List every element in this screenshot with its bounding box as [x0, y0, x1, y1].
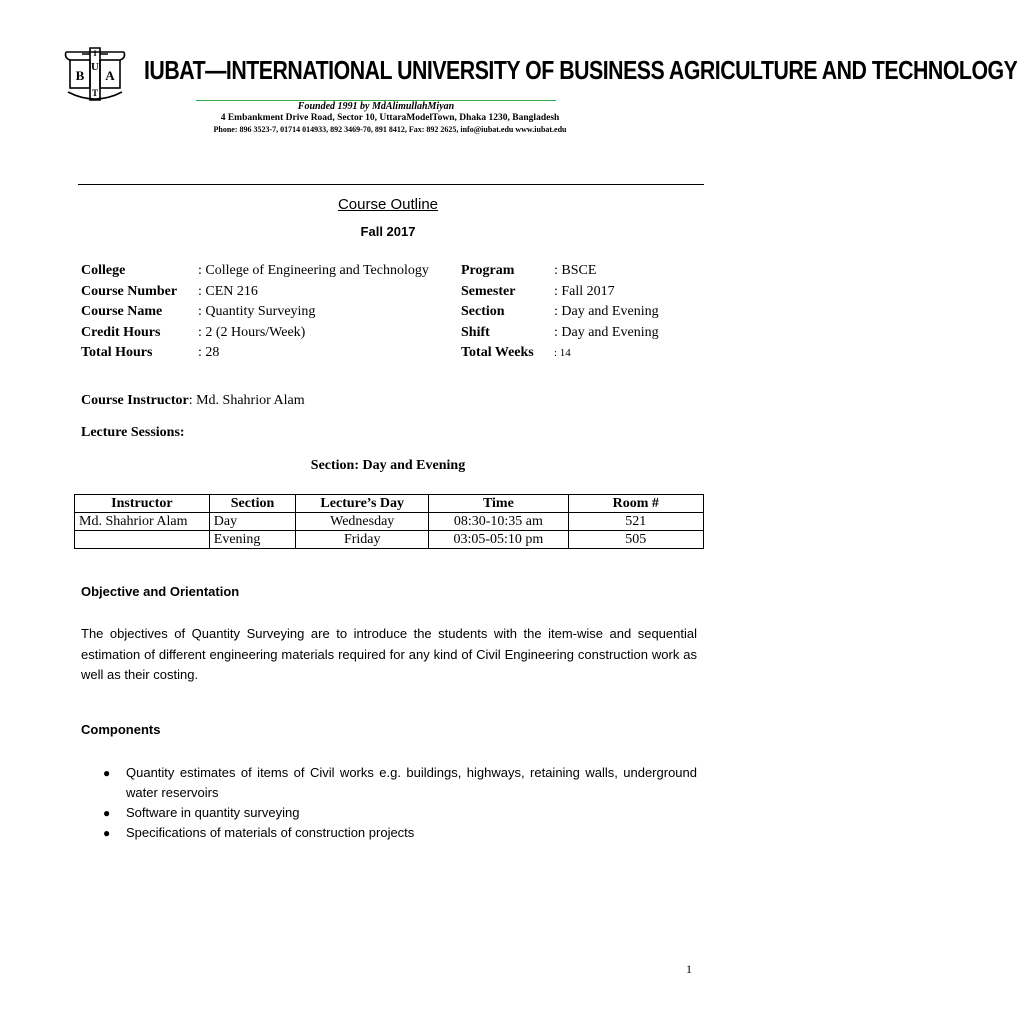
schedule-table: [74, 494, 704, 549]
document-term: Fall 2017: [360, 224, 416, 239]
address-line: 4 Embankment Drive Road, Sector 10, UttaraModelTown, Dhaka 1230, Bangladesh: [220, 113, 560, 123]
table-header-row: [75, 495, 704, 513]
value-total-hours: : 28: [198, 345, 220, 360]
header-section: Section: [209, 495, 295, 513]
header-lecture-day: Lecture’s Day: [296, 495, 429, 513]
value-total-weeks: : 14: [554, 347, 571, 359]
logo-letter-a: A: [105, 68, 115, 83]
list-item-text: Quantity estimates of items of Civil works e.g. buildings, highways, retaining walls, underground water reservoirs: [126, 765, 697, 800]
logo-letter-t: T: [91, 88, 99, 98]
value-college: : College of Engineering and Technology: [198, 263, 429, 278]
list-item-text: Software in quantity surveying: [126, 805, 300, 820]
header-room: Room #: [568, 495, 703, 513]
cell-section: Evening: [209, 531, 295, 549]
course-instructor: [81, 393, 305, 409]
components-list: [81, 763, 697, 843]
value-credit-hours: : 2 (2 Hours/Week): [198, 324, 306, 340]
logo-letter-i: I: [93, 49, 97, 58]
header-time: Time: [429, 495, 568, 513]
label-semester: Semester: [461, 283, 516, 299]
cell-room: 521: [568, 513, 703, 531]
table-row: [75, 531, 704, 549]
page-number: 1: [686, 962, 692, 976]
university-name: IUBAT—INTERNATIONAL UNIVERSITY OF BUSINESS AGRICULTURE AND TECHNOLOGY: [144, 55, 1017, 85]
label-course-number: Course Number: [81, 283, 178, 299]
value-program: : BSCE: [554, 263, 597, 278]
components-heading: Components: [81, 722, 161, 737]
list-item: [81, 803, 697, 823]
cell-time: 08:30-10:35 am: [429, 513, 568, 531]
value-section: : Day and Evening: [554, 304, 659, 319]
cell-instructor: [75, 531, 210, 549]
value-course-number: : CEN 216: [198, 283, 258, 299]
label-program: Program: [461, 263, 515, 278]
logo-letter-b: B: [75, 68, 85, 83]
list-item: [81, 763, 697, 803]
value-shift: : Day and Evening: [554, 324, 659, 340]
label-total-weeks: Total Weeks: [461, 345, 534, 360]
cell-room: 505: [568, 531, 703, 549]
iubat-logo: [62, 44, 128, 106]
label-course-name: Course Name: [81, 304, 163, 319]
bullet-icon: ●: [103, 826, 111, 840]
info-right-values: [554, 261, 659, 364]
label-college: College: [81, 263, 126, 278]
value-semester: : Fall 2017: [554, 283, 615, 299]
label-credit-hours: Credit Hours: [81, 324, 161, 340]
document-title: Course Outline: [337, 196, 439, 213]
label-shift: Shift: [461, 324, 490, 340]
contacts-line: Phone: 896 3523-7, 01714 014933, 892 3469-70, 891 8412, Fax: 892 2625, info@iubat.edu www.iubat.edu: [213, 125, 567, 134]
objective-paragraph: The objectives of Quantity Surveying are to introduce the students with the item-wise and sequential estimation of different engineering materials required for any kind of Civil Engineering construction work as well as their costing.: [81, 626, 697, 682]
objective-heading: Objective and Orientation: [81, 584, 240, 599]
lecture-sessions-label: Lecture Sessions:: [81, 425, 185, 440]
header-instructor: Instructor: [75, 495, 210, 513]
founded-line: Founded 1991 by MdAlimullahMiyan: [297, 101, 455, 112]
bullet-icon: ●: [103, 766, 111, 780]
label-section: Section: [461, 304, 505, 319]
table-row: [75, 513, 704, 531]
cell-day: Wednesday: [296, 513, 429, 531]
label-total-hours: Total Hours: [81, 345, 153, 360]
info-left-labels: [81, 261, 177, 364]
cell-day: Friday: [296, 531, 429, 549]
cell-section: Day: [209, 513, 295, 531]
bullet-icon: ●: [103, 806, 111, 820]
list-item-text: Specifications of materials of construction projects: [126, 825, 415, 840]
section-heading: Section: Day and Evening: [310, 458, 466, 473]
cell-time: 03:05-05:10 pm: [429, 531, 568, 549]
header-divider: [78, 184, 704, 185]
list-item: [81, 823, 697, 843]
instructor-value: : Md. Shahrior Alam: [188, 393, 305, 408]
value-course-name: : Quantity Surveying: [198, 304, 316, 319]
cell-instructor: Md. Shahrior Alam: [75, 513, 210, 531]
instructor-label: Course Instructor: [81, 393, 189, 408]
logo-letter-u: U: [91, 61, 99, 73]
info-left-values: [198, 261, 429, 364]
info-right-labels: [461, 261, 534, 364]
